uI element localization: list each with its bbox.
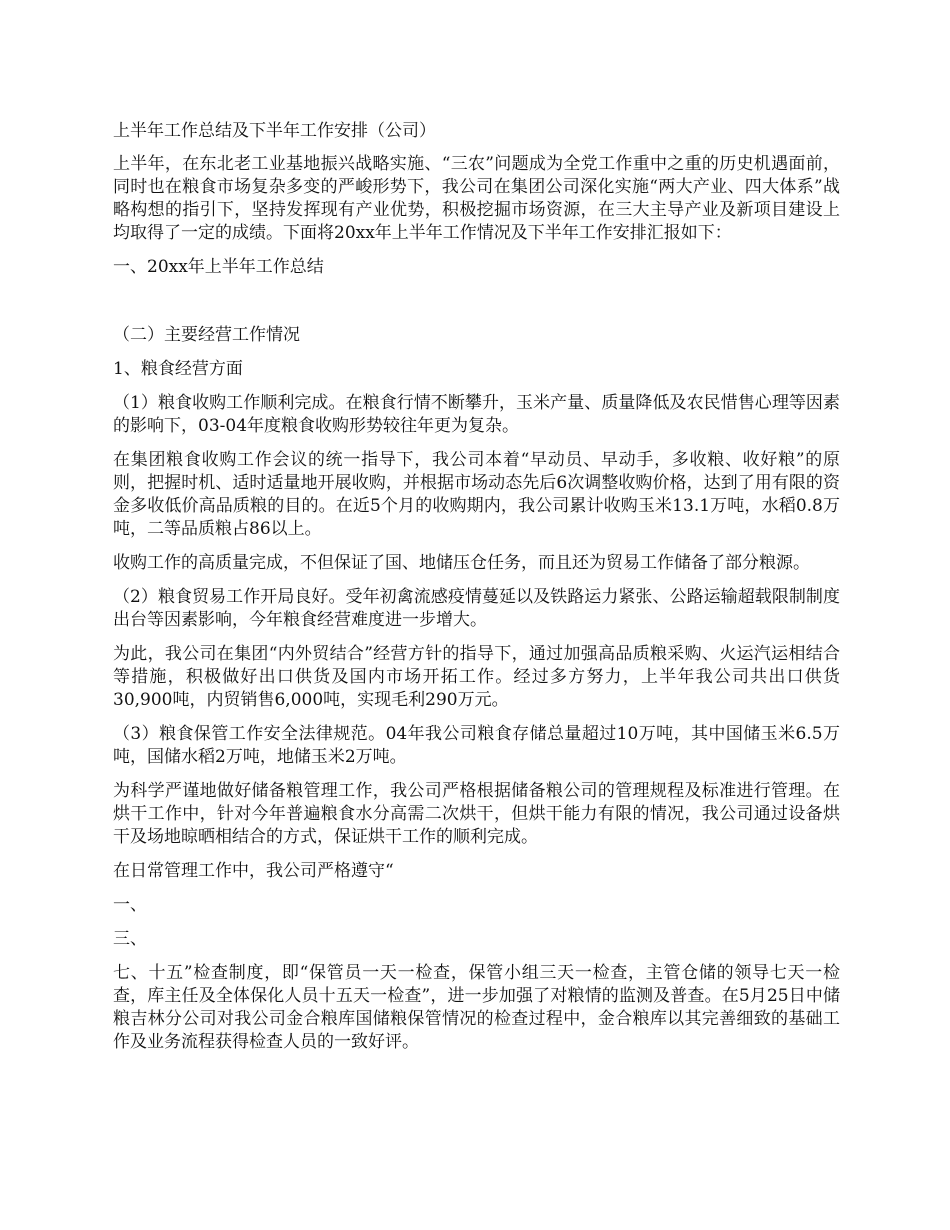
paragraph-purchase-quality: 收购工作的高质量完成，不但保证了国、地储压仓任务，而且还为贸易工作储备了部分粮源。 — [113, 553, 810, 573]
paragraph-grain-trade: （2）粮食贸易工作开局良好。受年初禽流感疫情蔓延以及铁路运力紧张、公路运输超载限制制度出台等因素影响，今年粮食经营难度进一步增大。 — [113, 587, 840, 630]
intro-paragraph: 上半年，在东北老工业基地振兴战略实施、“三农”问题成为全党工作重中之重的历史机遇面前，同时也在粮食市场复杂多变的严峻形势下，我公司在集团公司深化实施“两大产业、四大体系”战略构想的指引下，坚持发挥现有产业优势，积极挖掘市场资源，在三大主导产业及新项目建设上均取得了一定的成绩。下面将20xx年上半年工作情况及下半年工作安排汇报如下： — [113, 154, 840, 243]
subsection-heading-grain-operations: 1、粮食经营方面 — [113, 359, 243, 379]
document-title: 上半年工作总结及下半年工作安排（公司） — [113, 121, 436, 141]
paragraph-grain-purchase: （1）粮食收购工作顺利完成。在粮食行情不断攀升，玉米产量、质量降低及农民惜售心理等因素的影响下，03-04年度粮食收购形势较往年更为复杂。 — [113, 393, 840, 436]
paragraph-inspection-system: 七、十五”检查制度，即“保管员一天一检查，保管小组三天一检查，主管仓储的领导七天一检查，库主任及全体保化人员十五天一检查”，进一步加强了对粮情的监测及普查。在5月25日中储粮吉林分公司对我公司金合粮库国储粮保管情况的检查过程中，金合粮库以其完善细致的基础工作及业务流程获得检查人员的一致好评。 — [113, 963, 840, 1052]
paragraph-fragment-three: 三、 — [113, 929, 147, 949]
paragraph-daily-management: 在日常管理工作中，我公司严格遵守“ — [113, 861, 394, 881]
paragraph-grain-storage: （3）粮食保管工作安全法律规范。04年我公司粮食存储总量超过10万吨，其中国储玉米6.5万吨，国储水稻2万吨，地储玉米2万吨。 — [113, 724, 840, 767]
subsection-heading-main-operations: （二）主要经营工作情况 — [113, 325, 300, 345]
paragraph-fragment-one: 一、 — [113, 895, 147, 915]
document-page — [113, 120, 840, 1065]
paragraph-reserve-management: 为科学严谨地做好储备粮管理工作，我公司严格根据储备粮公司的管理规程及标准进行管理。在烘干工作中，针对今年普遍粮食水分高需二次烘干，但烘干能力有限的情况，我公司通过设备烘干及场地晾晒相结合的方式，保证烘干工作的顺利完成。 — [113, 781, 840, 847]
paragraph-trade-results: 为此，我公司在集团“内外贸结合”经营方针的指导下，通过加强高品质粮采购、火运汽运相结合等措施，积极做好出口供货及国内市场开拓工作。经过多方努力，上半年我公司共出口供货30,900吨，内贸销售6,000吨，实现毛利290万元。 — [113, 644, 840, 710]
section-heading-first-half-summary: 一、20xx年上半年工作总结 — [113, 257, 324, 277]
paragraph-purchase-guidance: 在集团粮食收购工作会议的统一指导下，我公司本着“早动员、早动手，多收粮、收好粮”的原则，把握时机、适时适量地开展收购，并根据市场动态先后6次调整收购价格，达到了用有限的资金多收低价高品质粮的目的。在近5个月的收购期内，我公司累计收购玉米13.1万吨，水稻0.8万吨，二等品质粮占86以上。 — [113, 450, 840, 539]
